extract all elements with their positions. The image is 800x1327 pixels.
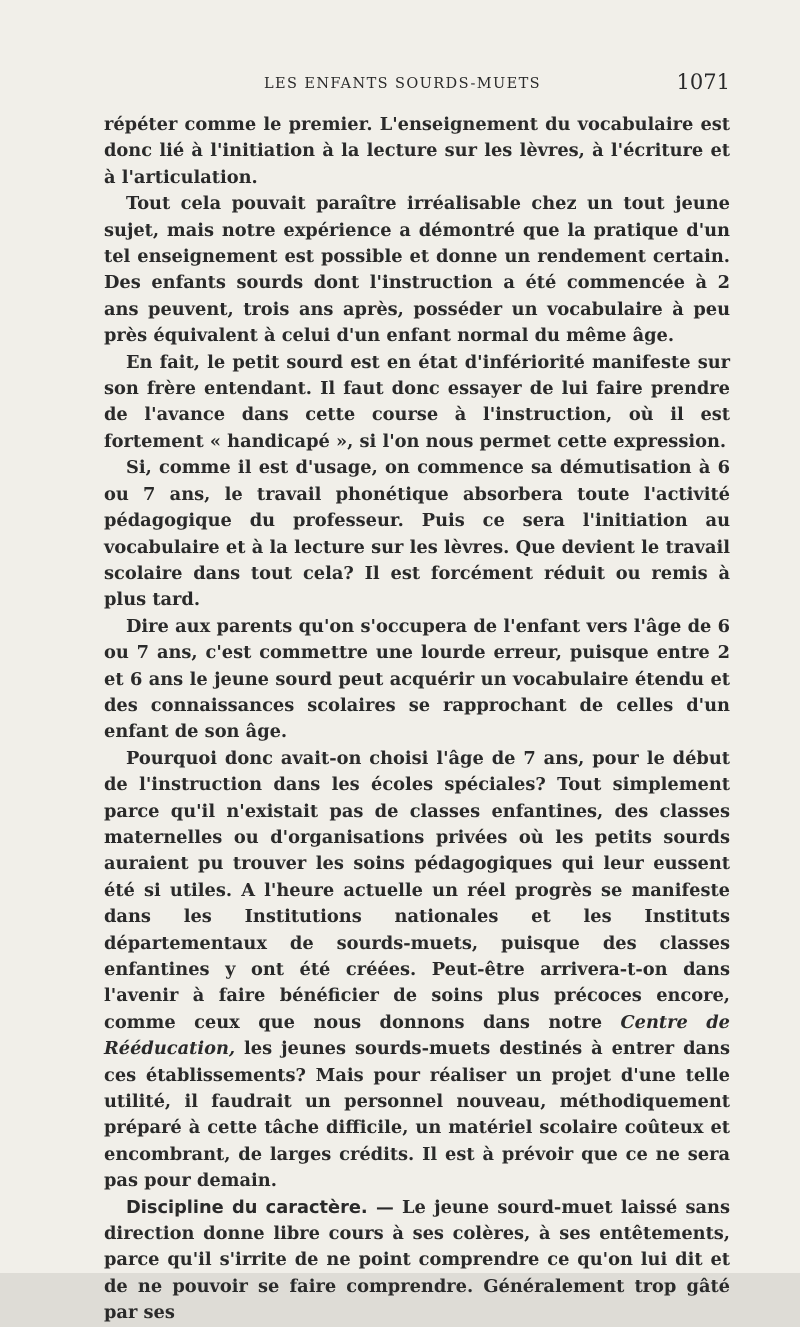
page-header <box>104 70 730 100</box>
centre-name-italic: Centre de Rééducation, <box>104 1011 730 1060</box>
paragraph-6 <box>104 746 730 1195</box>
paragraph-5: Dire aux parents qu'on s'occupera de l'enfant vers l'âge de 6 ou 7 ans, c'est commettre une lourde erreur, puisque entre 2 et 6 ans le jeune sourd peut acquérir un vocabulaire étendu et des connaissances scolaires se rapprochant de celles d'un enfant de son âge. <box>104 615 730 743</box>
paragraph-7 <box>104 1195 730 1327</box>
paragraph-3: En fait, le petit sourd est en état d'infériorité manifeste sur son frère entendant. Il faut donc essayer de lui faire prendre de l'avance dans cette course à l'instruction, où il est fortement « handicapé », si l'on nous permet cette expression. <box>104 351 730 452</box>
paragraph-4: Si, comme il est d'usage, on commence sa démutisation à 6 ou 7 ans, le travail phonétique absorbera toute l'activité pédagogique du professeur. Puis ce sera l'initiation au vocabulaire et à la lecture sur les lèvres. Que devient le travail scolaire dans tout cela? Il est forcément réduit ou remis à plus tard. <box>104 457 730 611</box>
paragraph-7-text: — Le jeune sourd-muet laissé sans direction donne libre cours à ses colères, à ses entêtements, parce qu'il s'irrite de ne point comprendre ce qu'on lui dit et de ne pouvoir se faire comprendre. Généralement trop gâté par ses <box>104 1196 730 1324</box>
section-heading: Discipline du caractère. <box>126 1196 368 1218</box>
page-number: 1071 <box>676 70 730 94</box>
paragraph-1: répéter comme le premier. L'enseignement du vocabulaire est donc lié à l'initiation à la lecture sur les lèvres, à l'écriture et à l'articulation. <box>104 114 730 188</box>
running-title: LES ENFANTS SOURDS-MUETS <box>264 76 542 92</box>
body-text <box>104 112 730 1327</box>
paragraph-2: Tout cela pouvait paraître irréalisable chez un tout jeune sujet, mais notre expérience a démontré que la pratique d'un tel enseignement est possible et donne un rendement certain. Des enfants sourds dont l'instruction a été commencée à 2 ans peuvent, trois ans après, posséder un vocabulaire à peu près équivalent à celui d'un enfant normal du même âge. <box>104 193 730 347</box>
paragraph-6-text-b: les jeunes sourds-muets destinés à entrer dans ces établissements? Mais pour réaliser un projet d'une telle utilité, il faudrait un personnel nouveau, méthodiquement préparé à cette tâche difficile, un matériel scolaire coûteux et encombrant, de larges crédits. Il est à prévoir que ce ne sera pas pour demain. <box>104 1038 730 1192</box>
paragraph-6-text-a: Pourquoi donc avait-on choisi l'âge de 7 ans, pour le début de l'instruction dans les écoles spéciales? Tout simplement parce qu'il n'existait pas de classes enfantines, des classes maternelles ou d'organisations privées où les petits sourds auraient pu trouver les soins pédagogiques qui leur eussent été si utiles. A l'heure actuelle un réel progrès se manifeste dans les Institutions nationales et les Instituts départementaux de sourds-muets, puisque des classes enfantines y ont été créées. Peut-être arrivera-t-on dans l'avenir à faire bénéficier de soins plus précoces encore, comme ceux que nous donnons dans notre <box>104 747 730 1033</box>
